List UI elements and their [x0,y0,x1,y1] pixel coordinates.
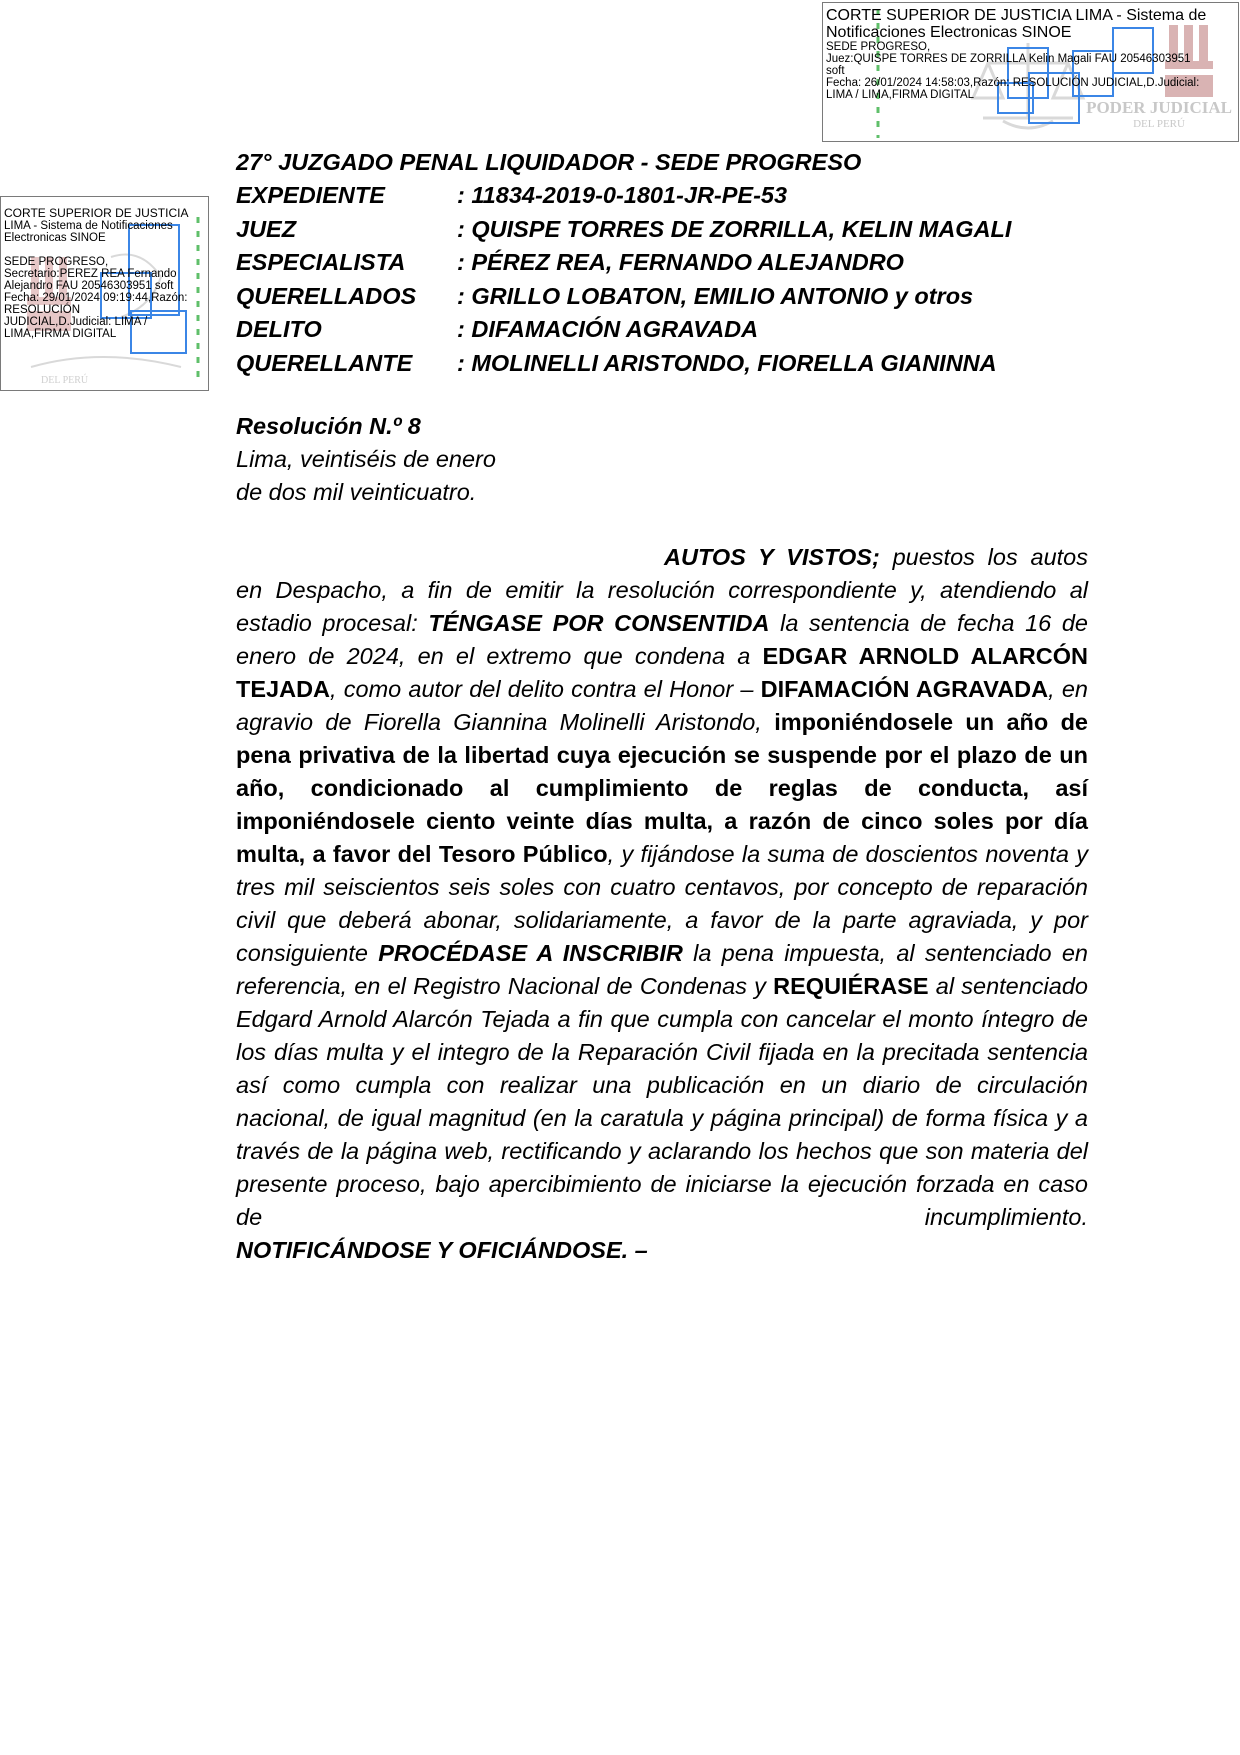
stamp-line: Fecha: 26/01/2024 14:58:03,Razón: RESOLUCIÓN JUDICIAL,D.Judicial: [826,77,1200,89]
header-value: : PÉREZ REA, FERNANDO ALEJANDRO [457,249,904,275]
header-value: : DIFAMACIÓN AGRAVADA [457,316,759,342]
resolution-number: Resolución N.º 8 [236,413,421,439]
stamp-line: JUDICIAL,D.Judicial: LIMA / [4,316,148,328]
stamp-text-block [1,197,208,340]
court-name: 27° JUZGADO PENAL LIQUIDADOR - SEDE PROGRESO [236,149,862,175]
header-value: : QUISPE TORRES DE ZORRILLA, KELIN MAGALI [457,215,1012,242]
header-row-delito [236,313,1096,347]
stamp-title: LIMA - Sistema de Notificaciones [4,220,173,232]
header-row-especialista [236,246,1096,280]
stamp-line: LIMA / LIMA,FIRMA DIGITAL [826,89,975,101]
header-label: JUEZ [236,215,297,242]
resolution-date: de dos mil veinticuatro. [236,479,477,505]
signature-stamp-judge [822,2,1239,142]
header-value: : 11834-2019-0-1801-JR-PE-53 [457,182,788,208]
header-label: EXPEDIENTE [236,182,385,208]
requierase-order: REQUIÉRASE [773,973,929,999]
header-label: DELITO [236,316,322,342]
stamp-line: soft [826,65,845,77]
stamp-title: CORTE SUPERIOR DE JUSTICIA LIMA - Sistema de Notificaciones Electronicas SINOE [826,7,1207,41]
stamp-title: CORTE SUPERIOR DE JUSTICIA [4,206,189,220]
body-text: puestos los autos en Despacho, a fin de emitir la resolución correspondiente y, atendiendo al estadio procesal: [236,544,1088,636]
stamp-logo-line: DEL PERÚ [1133,118,1185,130]
stamp-line: Juez:QUISPE TORRES DE ZORRILLA Kelin Magali FAU 20546303951 [826,53,1191,65]
sentence-terms: imponiéndosele un año de pena privativa de la libertad cuya ejecución se suspende por el plazo de un año, condicionado al cumplimiento de reglas de conducta, así imponiéndosele ciento veinte días multa, a razón de cinco soles por día multa, a favor del Tesoro Público [236,709,1088,867]
header-row-querellante [236,347,1096,381]
header-label: ESPECIALISTA [236,249,406,275]
header-label: QUERELLADOS [236,282,417,309]
stamp-title: Electronicas SINOE [4,232,106,244]
autos-y-vistos: AUTOS Y VISTOS; [664,544,880,570]
stamp-line: RESOLUCIÓN [4,304,81,316]
stamp-logo-text: DEL PERÚ [41,375,89,386]
stamp-line: SEDE PROGRESO, [4,256,109,268]
body-text: , y fijándose la suma de doscientos noventa y tres mil seiscientos seis soles con cuatro centavos, por concepto de reparación civil que deberá abonar, solidariamente, a favor de la parte agraviada, y por consiguiente [236,841,1089,966]
header-row-querellados [236,280,1096,314]
stamp-line: Secretario:PEREZ REA Fernando [4,268,177,280]
case-header [236,146,1096,380]
header-row-expediente [236,179,1096,213]
resolution-date: Lima, veintiséis de enero [236,446,496,472]
body-text: al sentenciado Edgard Arnold Alarcón Tejada a fin que cumpla con cancelar el monto íntegro de los días multa y el integro de la Reparación Civil fijada en la precitada sentencia así como cumpla con realizar una publicación en un diario de circulación nacional, de igual magnitud (en la caratula y página principal) de forma física y a través de la página web, rectificando y aclarando los hechos que son materia del presente proceso, bajo apercibimiento de iniciarse la ejecución forzada en caso de incumplimiento. [236,973,1088,1230]
header-label: QUERELLANTE [236,349,413,376]
stamp-line: Alejandro FAU 20546303951 soft [4,280,174,292]
body-text: la sentencia de fecha 16 de enero de 2024, en el extremo que condena a [236,610,1088,669]
closing-line [236,1234,1088,1267]
consentida-order: TÉNGASE POR CONSENTIDA [428,610,770,636]
stamp-logo-text [1086,99,1232,131]
stamp-line: SEDE PROGRESO, [826,41,931,53]
body-text: la pena impuesta, al sentenciado en referencia, en el Registro Nacional de Condenas y [236,940,1088,999]
notificandose: NOTIFICÁNDOSE Y OFICIÁNDOSE. – [236,1237,648,1263]
stamp-text-block [823,3,1238,101]
header-row-juez [236,213,1096,247]
inscribir-order: PROCÉDASE A INSCRIBIR [378,940,683,966]
body-text: , en agravio de Fiorella Giannina Molinelli Aristondo, [236,676,1088,735]
body-paragraph [236,541,1088,1234]
stamp-line: LIMA,FIRMA DIGITAL [4,328,117,340]
header-value: : GRILLO LOBATON, EMILIO ANTONIO y otros [457,282,974,309]
header-value: : MOLINELLI ARISTONDO, FIORELLA GIANINNA [457,349,997,376]
resolution-body [236,541,1088,1267]
crime-name: DIFAMACIÓN AGRAVADA [760,676,1049,702]
defendant-name: EDGAR ARNOLD ALARCÓN TEJADA [236,643,1089,702]
stamp-line: Fecha: 29/01/2024 09:19:44,Razón: [4,292,188,304]
stamp-logo-line: PODER JUDICIAL [1086,98,1232,117]
resolution-heading [236,410,996,509]
body-text: , como autor del delito contra el Honor – [330,676,761,702]
signature-stamp-secretary [0,196,209,391]
